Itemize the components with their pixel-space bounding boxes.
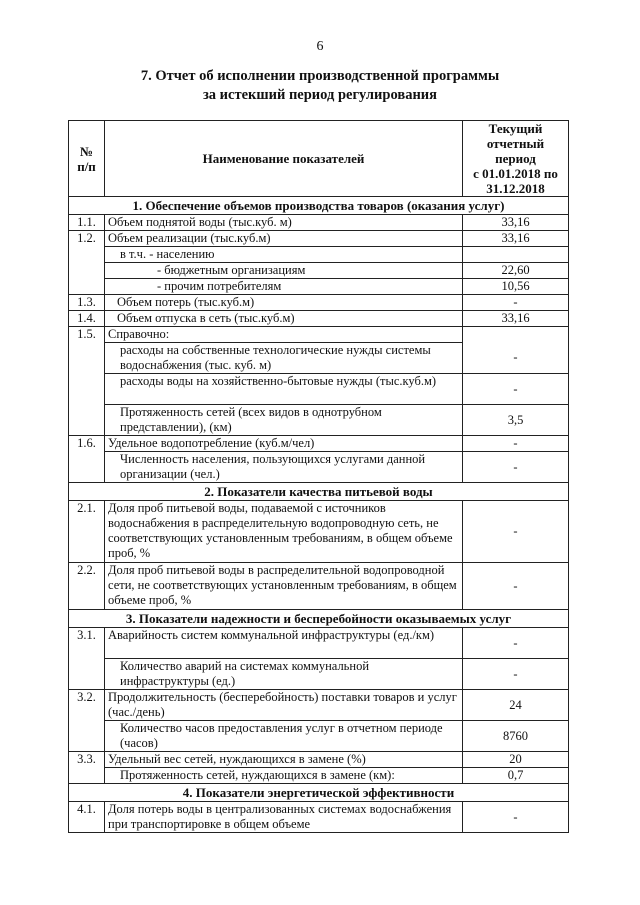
table-row — [69, 231, 569, 247]
table-row — [69, 405, 569, 436]
row-label: Численность населения, пользующихся услугами данной организации (чел.) — [105, 452, 463, 483]
row-value: - — [463, 628, 569, 659]
report-title — [0, 67, 640, 105]
header-number: № п/п — [69, 121, 105, 197]
row-number — [69, 405, 105, 436]
row-number: 4.1. — [69, 802, 105, 833]
row-value: 24 — [463, 690, 569, 721]
row-label: в т.ч. - населению — [105, 247, 463, 263]
row-value: - — [463, 802, 569, 833]
row-value: 3,5 — [463, 405, 569, 436]
row-label: Количество часов предоставления услуг в отчетном периоде (часов) — [105, 721, 463, 752]
table-row — [69, 659, 569, 690]
row-label: Объем поднятой воды (тыс.куб. м) — [105, 215, 463, 231]
section-heading: 1. Обеспечение объемов производства товаров (оказания услуг) — [69, 197, 569, 215]
table-row — [69, 311, 569, 327]
row-label: Количество аварий на системах коммунальной инфраструктуры (ед.) — [105, 659, 463, 690]
row-number: 2.2. — [69, 563, 105, 610]
row-value: - — [463, 659, 569, 690]
table-row — [69, 374, 569, 405]
row-value: - — [463, 295, 569, 311]
title-line-2: за истекший период регулирования — [202, 87, 438, 103]
row-value: 8760 — [463, 721, 569, 752]
row-label: Удельное водопотребление (куб.м/чел) — [105, 436, 463, 452]
row-label: Продолжительность (бесперебойность) поставки товаров и услуг (час./день) — [105, 690, 463, 721]
row-number — [69, 374, 105, 405]
row-label: Доля проб питьевой воды, подаваемой с источников водоснабжения в распределительную водопроводную сеть, не соответствующих установленным требованиям, в общем объеме проб, % — [105, 501, 463, 563]
row-number: 1.5. — [69, 327, 105, 343]
table-row — [69, 295, 569, 311]
table-row — [69, 263, 569, 279]
table-row — [69, 690, 569, 721]
row-number: 2.1. — [69, 501, 105, 563]
row-label: Справочно: — [105, 327, 463, 343]
table-row — [69, 247, 569, 263]
table-row — [69, 752, 569, 768]
row-number: 3.2. — [69, 690, 105, 721]
table-row — [69, 768, 569, 784]
row-label: Объем отпуска в сеть (тыс.куб.м) — [105, 311, 463, 327]
table-row — [69, 215, 569, 231]
page-number: 6 — [316, 39, 324, 54]
title-line-1: 7. Отчет об исполнении производственной программы — [140, 68, 500, 84]
row-number — [69, 247, 105, 263]
table-row — [69, 436, 569, 452]
row-number: 1.2. — [69, 231, 105, 247]
row-value: - — [463, 374, 569, 405]
row-label: Доля потерь воды в централизованных системах водоснабжения при транспортировке в общем объеме — [105, 802, 463, 833]
row-value: - — [463, 501, 569, 563]
row-label: Аварийность систем коммунальной инфраструктуры (ед./км) — [105, 628, 463, 659]
table-row — [69, 327, 569, 343]
row-value: 10,56 — [463, 279, 569, 295]
row-label: Объем реализации (тыс.куб.м) — [105, 231, 463, 247]
row-value — [463, 327, 569, 343]
row-number: 1.4. — [69, 311, 105, 327]
row-label: Протяженность сетей, нуждающихся в замене (км): — [105, 768, 463, 784]
row-number: 1.1. — [69, 215, 105, 231]
row-value: 33,16 — [463, 215, 569, 231]
row-number: 3.3. — [69, 752, 105, 768]
table-row — [69, 452, 569, 483]
row-number — [69, 768, 105, 784]
table-row — [69, 802, 569, 833]
section-heading: 2. Показатели качества питьевой воды — [69, 483, 569, 501]
row-value: - — [463, 452, 569, 483]
row-label: Объем потерь (тыс.куб.м) — [105, 295, 463, 311]
row-number — [69, 343, 105, 374]
row-label: расходы воды на хозяйственно-бытовые нужды (тыс.куб.м) — [105, 374, 463, 405]
row-number: 1.3. — [69, 295, 105, 311]
row-value: - — [463, 563, 569, 610]
table-header-row — [69, 121, 569, 197]
row-label: Протяженность сетей (всех видов в однотрубном представлении), (км) — [105, 405, 463, 436]
row-value: 33,16 — [463, 231, 569, 247]
section-heading: 4. Показатели энергетической эффективности — [69, 784, 569, 802]
header-name: Наименование показателей — [105, 121, 463, 197]
row-value: 20 — [463, 752, 569, 768]
row-label: расходы на собственные технологические нужды системы водоснабжения (тыс. куб. м) — [105, 343, 463, 374]
row-value: 0,7 — [463, 768, 569, 784]
row-label: Доля проб питьевой воды в распределительной водопроводной сети, не соответствующих установленным требованиям, в общем объеме проб, % — [105, 563, 463, 610]
header-period: Текущий отчетный период с 01.01.2018 по 31.12.2018 — [463, 121, 569, 197]
row-value — [463, 247, 569, 263]
row-number — [69, 452, 105, 483]
table-row — [69, 721, 569, 752]
row-number — [69, 279, 105, 295]
report-table — [68, 120, 569, 833]
table-row — [69, 501, 569, 563]
table-row — [69, 563, 569, 610]
table-row — [69, 343, 569, 374]
row-value: 22,60 — [463, 263, 569, 279]
row-number: 3.1. — [69, 628, 105, 659]
row-label: - бюджетным организациям — [105, 263, 463, 279]
section-heading: 3. Показатели надежности и бесперебойности оказываемых услуг — [69, 610, 569, 628]
row-value: - — [463, 436, 569, 452]
row-value: 33,16 — [463, 311, 569, 327]
table-row — [69, 628, 569, 659]
row-number — [69, 659, 105, 690]
row-label: - прочим потребителям — [105, 279, 463, 295]
row-number: 1.6. — [69, 436, 105, 452]
row-label: Удельный вес сетей, нуждающихся в замене (%) — [105, 752, 463, 768]
row-number — [69, 721, 105, 752]
row-number — [69, 263, 105, 279]
row-value: - — [463, 343, 569, 374]
table-row — [69, 279, 569, 295]
